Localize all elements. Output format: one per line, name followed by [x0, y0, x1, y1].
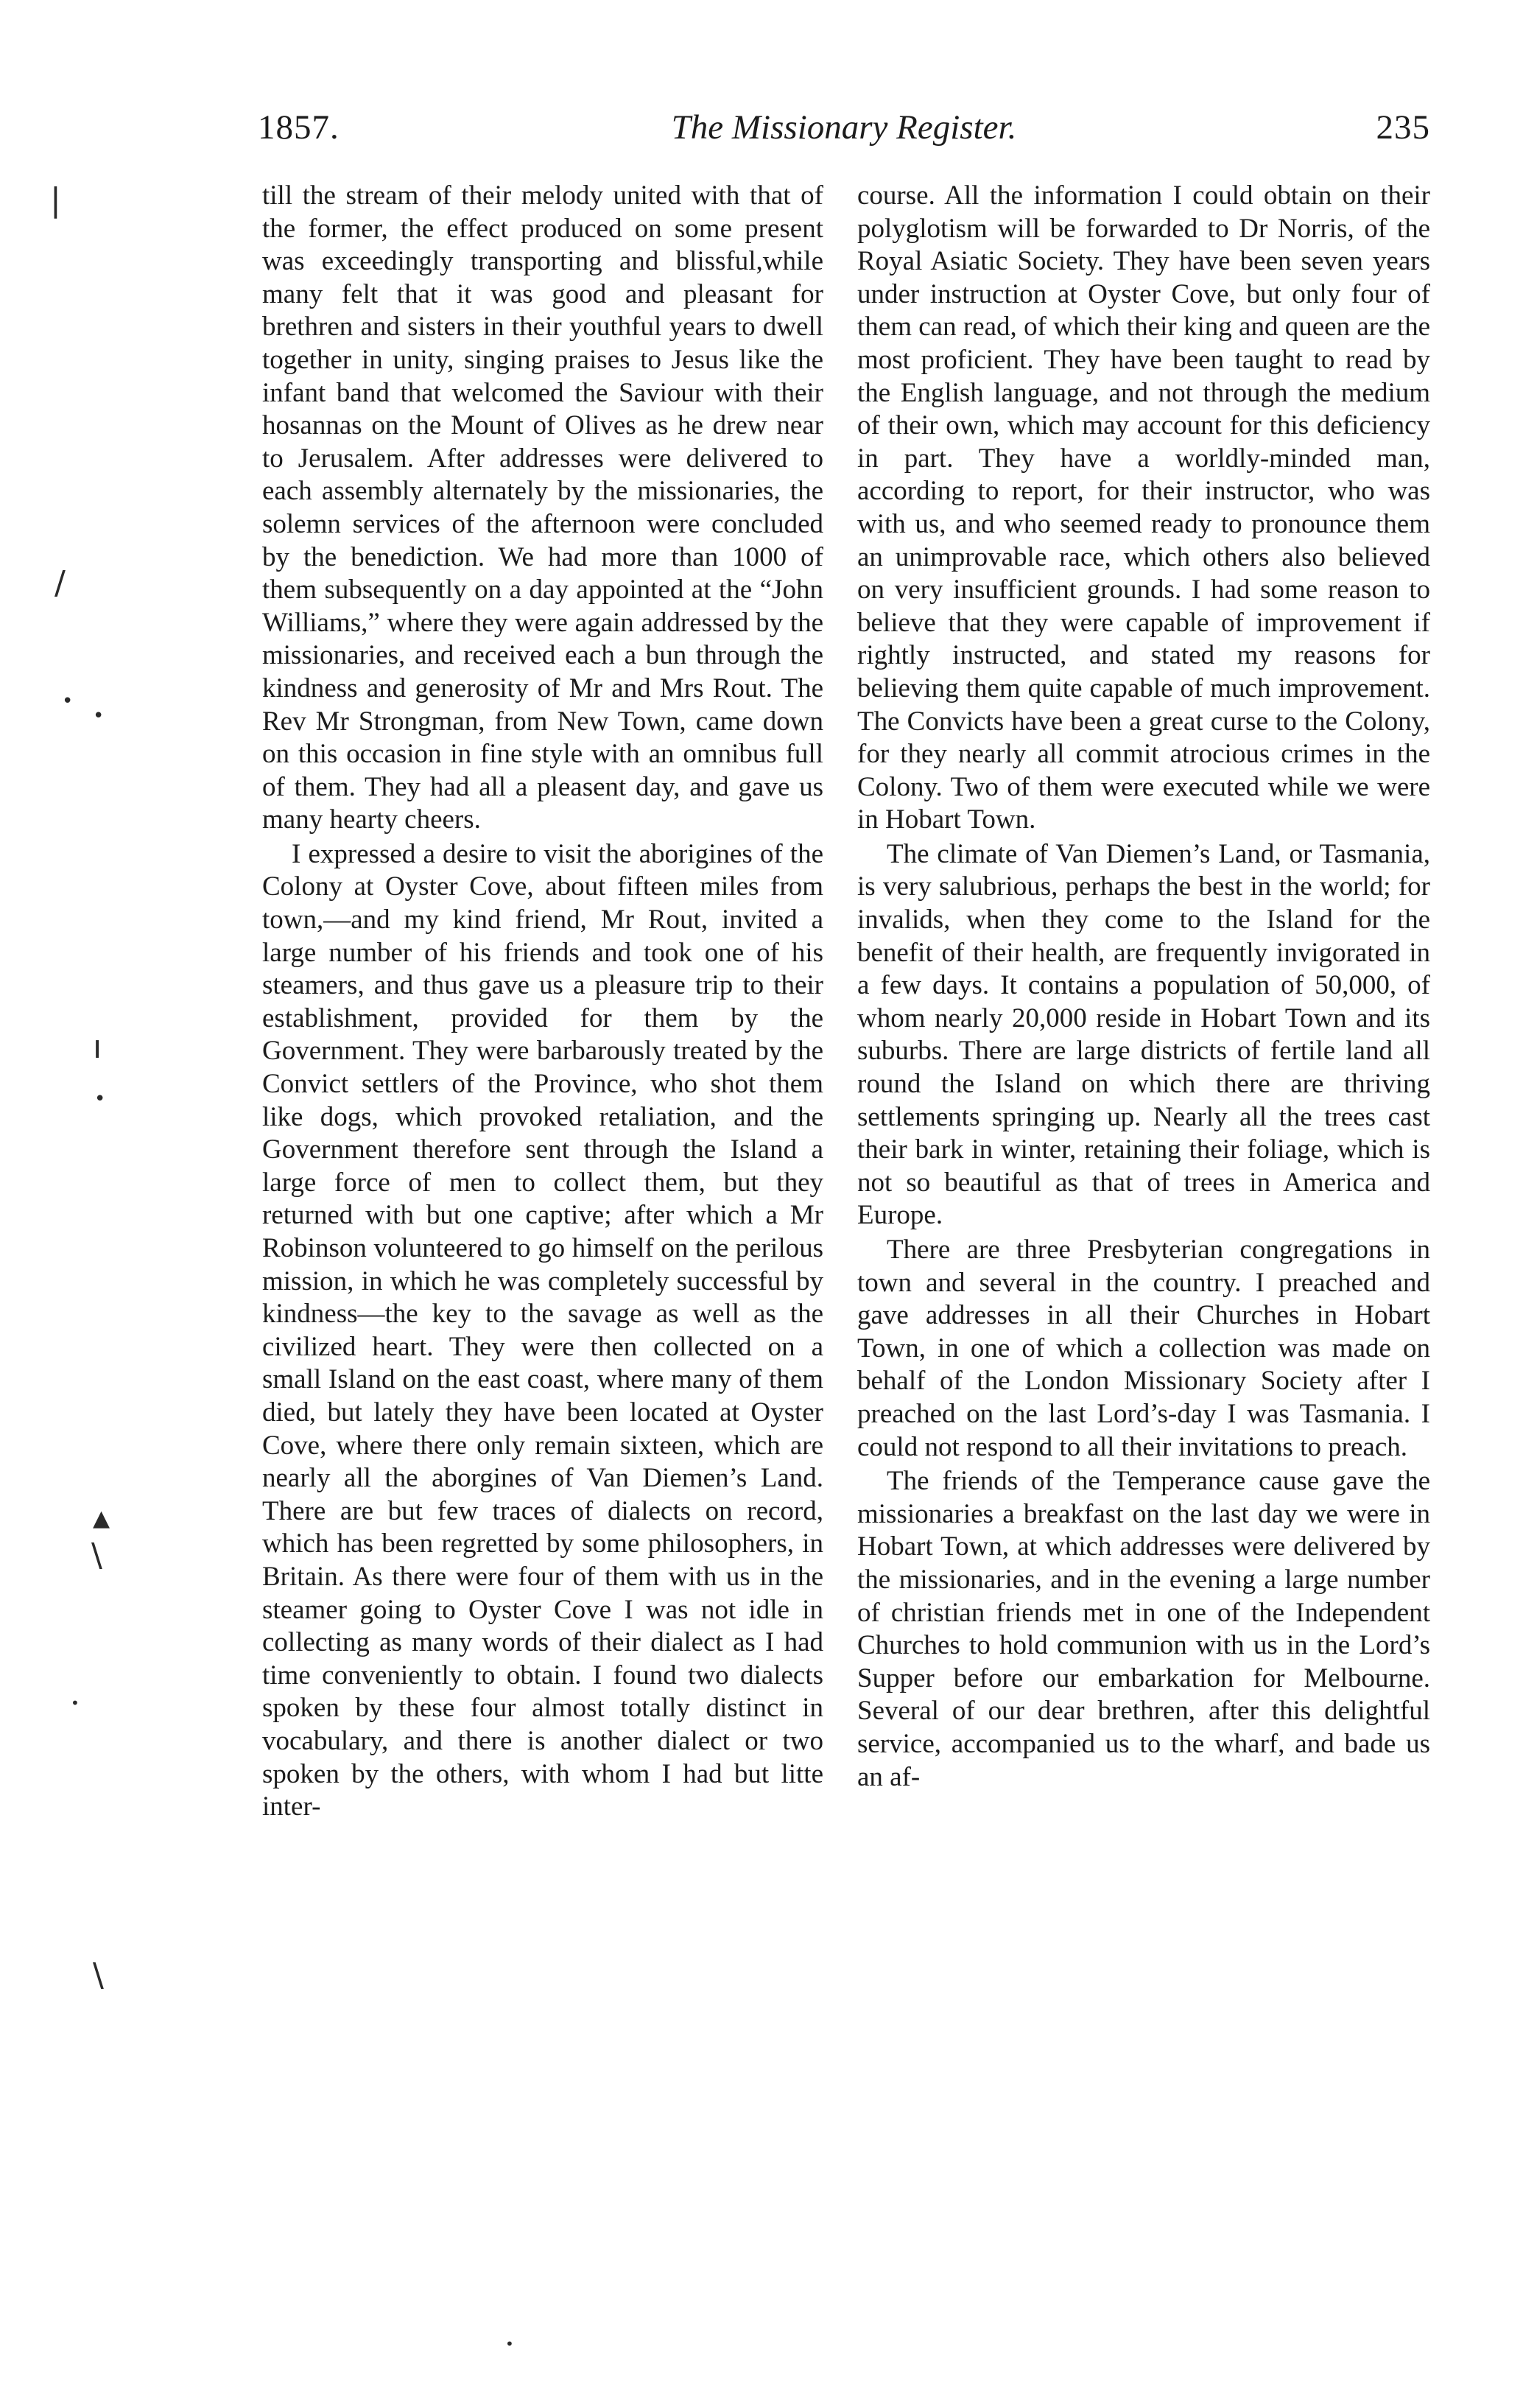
- page-number: 235: [1376, 108, 1430, 147]
- right-paragraph-3: There are three Presbyterian congregations in town and several in the country. I preached and gave addresses in all their Churches in Hobart Town, in one of which a collection was made on behalf of the London Missionary Society after I preached on the last Lord’s-day I was Tasmania. I could not respond to all their invitations to preach.: [857, 1235, 1430, 1462]
- margin-mark-icon: ı: [93, 1028, 102, 1066]
- left-paragraph-2: I expressed a desire to visit the aborigines of the Colony at Oyster Cove, about fifteen miles from town,—and my kind friend, Mr Rout, invited a large number of his friends and took one of his steamers, and thus gave us a pleasure trip to their establishment, provided for them by the Government. They were barbarously treated by the Convict settlers of the Province, who shot them like dogs, which provoked retaliation, and the Government therefore sent through the Island a large force of men to collect them, but they returned with but one captive; after which a Mr Robinson volunteered to go himself on the perilous mission, in which he was completely successful by kindness—the key to the savage as well as the civilized heart. They were then collected on a small Island on the east coast, where many of them died, but lately they have been located at Oyster Cove, where there only remain sixteen, which are nearly all the aborgines of Van Diemen’s Land. There are but few traces of dialects on record, which has been regretted by some philosophers, in Britain. As there were four of them with us in the steamer going to Oyster Cove I was not idle in collecting as many words of their dialect as I had time conveniently to obtain. I found two dialects spoken by these four almost totally distinct in vocabulary, and there is another dialect or two spoken by the others, with whom I had but litte inter-: [262, 838, 823, 1822]
- margin-mark-icon: \: [93, 1956, 104, 1994]
- journal-title: The Missionary Register.: [671, 108, 1017, 147]
- margin-mark-icon: •: [505, 2335, 514, 2353]
- running-head: [258, 102, 1430, 153]
- margin-mark-icon: |: [50, 181, 61, 219]
- margin-mark-icon: \: [91, 1537, 102, 1574]
- margin-mark-icon: •: [93, 705, 105, 727]
- right-column: [857, 180, 1430, 1794]
- margin-mark-icon: •: [94, 1088, 106, 1110]
- header-year: 1857.: [258, 108, 340, 147]
- right-paragraph-2: The climate of Van Diemen’s Land, or Tasmania, is very salubrious, perhaps the best in the world; for invalids, when they come to the Island for the benefit of their health, are frequently invigorated in a few days. It contains a population of 50,000, of whom nearly 20,000 reside in Hobart Town and its suburbs. There are large districts of fertile land all round the Island on which there are thriving settlements springing up. Nearly all the trees cast their bark in winter, retaining their foliage, which is not so beautiful as that of trees in America and Europe.: [857, 838, 1430, 1231]
- margin-mark-icon: ▲: [93, 1506, 110, 1531]
- margin-mark-icon: •: [62, 690, 74, 712]
- left-column: [262, 180, 823, 1824]
- right-paragraph-4: The friends of the Temperance cause gave the missionaries a breakfast on the last day we were in Hobart Town, at which addresses were delivered by the missionaries, and in the evening a large number of christian friends met in one of the Independent Churches to hold communion with us in the Lord’s Supper before our embarkation for Melbourne. Several of our dear brethren, after this delightful service, accompanied us to the wharf, and bade us an af-: [857, 1466, 1430, 1792]
- margin-mark-icon: /: [54, 564, 66, 602]
- right-paragraph-1: course. All the information I could obtain on their polyglotism will be forwarded to Dr Norris, of the Royal Asiatic Society. They have been seven years under instruction at Oyster Cove, but only four of them can read, of which their king and queen are the most proficient. They have been taught to read by the English language, and not through the medium of their own, which may account for this deficiency in part. They have a worldly-minded man, according to report, for their instructor, who was with us, and who seemed ready to pronounce them an unimprovable race, which others also believed on very insufficient grounds. I had some reason to believe that they were capable of improvement if rightly instructed, and stated my reasons for believing them quite capable of much improvement. The Convicts have been a great curse to the Colony, for they nearly all commit atrocious crimes in the Colony. Two of them were executed while we were in Hobart Town.: [857, 180, 1430, 835]
- margin-mark-icon: •: [71, 1694, 80, 1712]
- left-paragraph-1: till the stream of their melody united with that of the former, the effect produced on some present was exceedingly transporting and blissful,while many felt that it was good and pleasant for brethren and sisters in their youthful years to dwell together in unity, singing praises to Jesus like the infant band that welcomed the Saviour with their hosannas on the Mount of Olives as he drew near to Jerusalem. After addresses were delivered to each assembly alternately by the missionaries, the solemn services of the afternoon were concluded by the benediction. We had more than 1000 of them subsequently on a day appointed at the “John Williams,” where they were again addressed by the missionaries, and received each a bun through the kindness and generosity of Mr and Mrs Rout. The Rev Mr Strongman, from New Town, came down on this occasion in fine style with an omnibus full of them. They had all a pleasent day, and gave us many hearty cheers.: [262, 180, 823, 835]
